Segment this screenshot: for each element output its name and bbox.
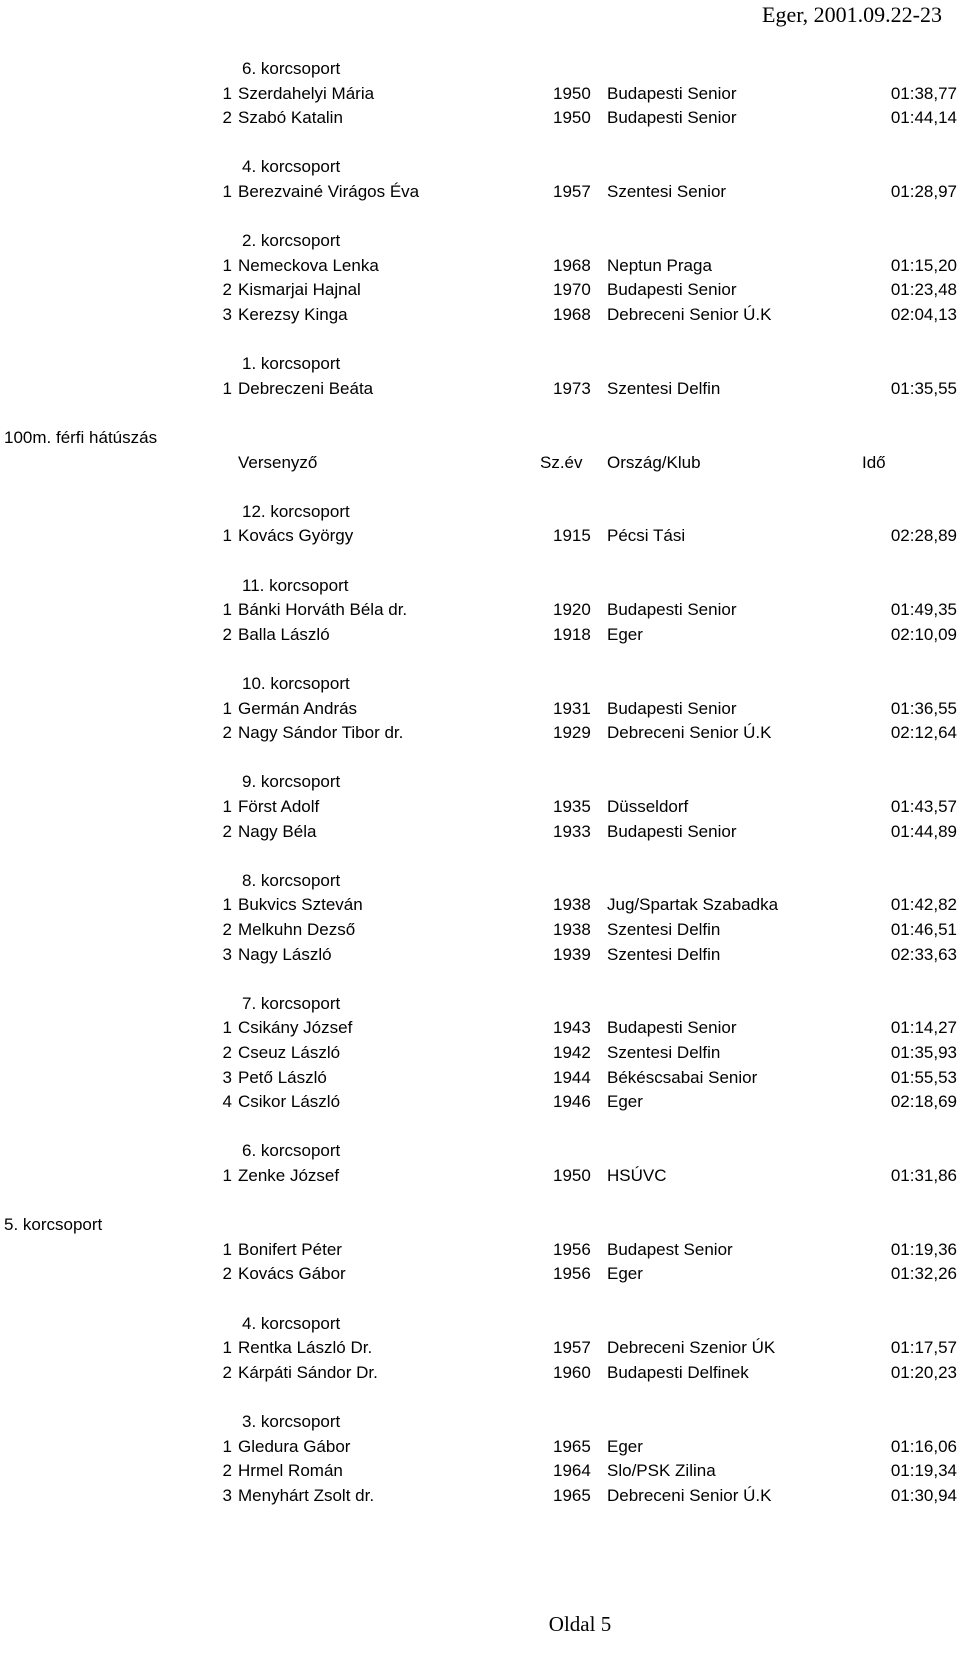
- time-cell: 01:14,27: [890, 1018, 957, 1038]
- birth-year-cell: 1931: [553, 698, 591, 718]
- birth-year-cell: 1943: [553, 1018, 591, 1038]
- time-cell: 01:15,20: [890, 255, 957, 275]
- birth-year-cell: 1960: [553, 1362, 591, 1382]
- name-cell: Menyhárt Zsolt dr.: [238, 1485, 375, 1505]
- name-cell: Berezvainé Virágos Éva: [238, 182, 420, 201]
- rank-cell: 1: [222, 378, 232, 398]
- result-row: [0, 821, 960, 843]
- rank-cell: 1: [222, 83, 232, 103]
- time-cell: 01:36,55: [890, 698, 957, 718]
- result-row: [0, 83, 960, 105]
- birth-year-cell: 1965: [553, 1485, 591, 1505]
- group-heading: 6. korcsoport: [242, 59, 341, 78]
- time-cell: 01:17,57: [890, 1338, 957, 1358]
- group-heading: 1. korcsoport: [242, 354, 341, 374]
- name-cell: Balla László: [238, 624, 330, 644]
- result-row: [0, 1263, 960, 1285]
- name-cell: Bukvics Szteván: [238, 895, 363, 915]
- name-cell: Szerdahelyi Mária: [238, 83, 375, 103]
- group-heading: 9. korcsoport: [242, 772, 341, 792]
- rank-cell: 3: [222, 1067, 232, 1087]
- rank-cell: 1: [222, 698, 232, 718]
- club-cell: Budapesti Senior: [607, 280, 737, 300]
- group-heading: 2. korcsoport: [242, 231, 341, 251]
- rank-cell: 3: [222, 305, 232, 324]
- group-heading-line: [0, 870, 960, 892]
- name-cell: Bánki Horváth Béla dr.: [238, 600, 408, 620]
- time-cell: 02:18,69: [890, 1092, 957, 1112]
- result-row: [0, 1239, 960, 1261]
- time-cell: 01:28,97: [890, 182, 957, 201]
- birth-year-cell: 1973: [553, 378, 591, 398]
- name-cell: Först Adolf: [238, 797, 320, 816]
- name-cell: Germán András: [238, 698, 358, 718]
- event-title: 100m. férfi hátúszás: [4, 428, 158, 447]
- rank-cell: 4: [222, 1092, 232, 1112]
- column-header-name: Versenyző: [238, 452, 318, 472]
- group-heading: 5. korcsoport: [4, 1215, 103, 1235]
- result-row: [0, 525, 960, 547]
- rank-cell: 1: [222, 255, 232, 275]
- result-row: [0, 1436, 960, 1458]
- group-heading-line: [0, 1411, 960, 1433]
- club-cell: Budapesti Senior: [607, 698, 737, 718]
- time-cell: 01:35,55: [890, 378, 957, 398]
- name-cell: Kerezsy Kinga: [238, 305, 348, 324]
- group-heading: 8. korcsoport: [242, 870, 341, 890]
- result-row: [0, 279, 960, 301]
- name-cell: Csikány József: [238, 1018, 353, 1038]
- club-cell: Eger: [607, 1092, 643, 1112]
- birth-year-cell: 1950: [553, 1166, 591, 1185]
- result-row: [0, 255, 960, 277]
- name-cell: Nagy László: [238, 944, 332, 964]
- group-heading: 12. korcsoport: [242, 501, 350, 521]
- time-cell: 01:38,77: [890, 83, 957, 103]
- birth-year-cell: 1935: [553, 797, 591, 816]
- group-heading-line: [0, 58, 960, 80]
- result-row: [0, 1017, 960, 1039]
- club-cell: Szentesi Delfin: [607, 944, 721, 964]
- rank-cell: 2: [222, 723, 232, 743]
- name-cell: Gledura Gábor: [238, 1436, 351, 1456]
- name-cell: Nagy Béla: [238, 821, 317, 841]
- result-row: [0, 304, 960, 326]
- result-row: [0, 698, 960, 720]
- group-heading: 6. korcsoport: [242, 1141, 341, 1161]
- club-cell: Budapesti Senior: [607, 83, 737, 103]
- club-cell: Eger: [607, 624, 643, 644]
- group-heading-line: [0, 993, 960, 1015]
- club-cell: Neptun Praga: [607, 255, 712, 275]
- rank-cell: 1: [222, 600, 232, 620]
- birth-year-cell: 1944: [553, 1067, 591, 1087]
- club-cell: Debreceni Senior Ú.K: [607, 723, 772, 743]
- result-row: [0, 599, 960, 621]
- birth-year-cell: 1915: [553, 526, 591, 546]
- result-row: [0, 722, 960, 744]
- birth-year-cell: 1918: [553, 624, 591, 644]
- result-row: [0, 1165, 960, 1187]
- group-heading-line: [0, 353, 960, 375]
- rank-cell: 3: [222, 1485, 232, 1505]
- birth-year-cell: 1929: [553, 723, 591, 743]
- birth-year-cell: 1950: [553, 108, 591, 128]
- club-cell: Budapest Senior: [607, 1239, 733, 1259]
- result-row: [0, 1067, 960, 1089]
- birth-year-cell: 1957: [553, 182, 591, 201]
- group-heading: 4. korcsoport: [242, 1313, 341, 1333]
- page-header: [0, 2, 960, 28]
- result-row: [0, 1091, 960, 1113]
- birth-year-cell: 1970: [553, 280, 591, 300]
- rank-cell: 1: [222, 1436, 232, 1456]
- group-heading: 7. korcsoport: [242, 993, 341, 1013]
- column-header-time: Idő: [862, 452, 886, 472]
- rank-cell: 2: [222, 821, 232, 841]
- rank-cell: 2: [222, 108, 232, 128]
- name-cell: Cseuz László: [238, 1043, 341, 1062]
- group-heading-line: [0, 1140, 960, 1162]
- birth-year-cell: 1968: [553, 255, 591, 275]
- group-heading: 11. korcsoport: [242, 575, 349, 595]
- time-cell: 01:44,89: [890, 821, 957, 841]
- result-row: [0, 1485, 960, 1507]
- time-cell: 01:30,94: [890, 1485, 957, 1505]
- rank-cell: 3: [222, 944, 232, 964]
- group-heading: 10. korcsoport: [242, 674, 350, 693]
- time-cell: 01:35,93: [890, 1043, 957, 1062]
- result-row: [0, 1337, 960, 1359]
- time-cell: 01:31,86: [890, 1166, 957, 1185]
- group-heading-line: [0, 156, 960, 178]
- name-cell: Zenke József: [238, 1166, 340, 1185]
- name-cell: Kismarjai Hajnal: [238, 280, 361, 300]
- result-row: [0, 181, 960, 203]
- name-cell: Csikor László: [238, 1092, 341, 1112]
- club-cell: Debreceni Senior Ú.K: [607, 1485, 772, 1505]
- club-cell: Budapesti Senior: [607, 821, 737, 841]
- name-cell: Debreczeni Beáta: [238, 378, 374, 398]
- club-cell: Szentesi Delfin: [607, 920, 721, 939]
- header-place-date: Eger, 2001.09.22-23: [762, 2, 942, 27]
- result-row: [0, 796, 960, 818]
- birth-year-cell: 1957: [553, 1338, 591, 1358]
- result-row: [0, 107, 960, 129]
- time-cell: 02:04,13: [890, 305, 957, 324]
- group-heading-line: [0, 1313, 960, 1335]
- time-cell: 01:16,06: [890, 1436, 957, 1456]
- name-cell: Kovács Gábor: [238, 1264, 346, 1284]
- name-cell: Nemeckova Lenka: [238, 255, 379, 275]
- club-cell: Budapesti Senior: [607, 600, 737, 620]
- rank-cell: 1: [222, 182, 232, 201]
- birth-year-cell: 1964: [553, 1461, 591, 1481]
- time-cell: 02:12,64: [890, 723, 957, 743]
- time-cell: 01:46,51: [890, 920, 957, 939]
- birth-year-cell: 1946: [553, 1092, 591, 1112]
- time-cell: 01:55,53: [890, 1067, 957, 1087]
- rank-cell: 1: [222, 1338, 232, 1358]
- result-row: [0, 1042, 960, 1064]
- birth-year-cell: 1933: [553, 821, 591, 841]
- time-cell: 01:23,48: [890, 280, 957, 300]
- club-cell: Düsseldorf: [607, 797, 689, 816]
- group-heading: 4. korcsoport: [242, 157, 341, 177]
- name-cell: Nagy Sándor Tibor dr.: [238, 723, 404, 743]
- name-cell: Bonifert Péter: [238, 1239, 342, 1259]
- club-cell: Szentesi Delfin: [607, 378, 721, 398]
- birth-year-cell: 1938: [553, 920, 591, 939]
- club-cell: Szentesi Senior: [607, 182, 727, 201]
- page-number: Oldal 5: [548, 1612, 612, 1636]
- name-cell: Pető László: [238, 1067, 327, 1087]
- rank-cell: 2: [222, 1461, 232, 1481]
- time-cell: 01:44,14: [890, 108, 957, 128]
- name-cell: Melkuhn Dezső: [238, 920, 356, 939]
- time-cell: 01:19,34: [890, 1461, 957, 1481]
- time-cell: 01:20,23: [890, 1362, 957, 1382]
- birth-year-cell: 1942: [553, 1043, 591, 1062]
- time-cell: 02:28,89: [890, 526, 957, 546]
- page-footer: [0, 1612, 960, 1637]
- rank-cell: 2: [222, 1264, 232, 1284]
- club-cell: Budapesti Senior: [607, 108, 737, 128]
- column-header-club: Ország/Klub: [607, 452, 701, 472]
- birth-year-cell: 1920: [553, 600, 591, 620]
- club-cell: Eger: [607, 1436, 643, 1456]
- time-cell: 02:10,09: [890, 624, 957, 644]
- column-header-row: [0, 452, 960, 474]
- group-heading-line: [0, 230, 960, 252]
- rank-cell: 1: [222, 1239, 232, 1259]
- rank-cell: 1: [222, 1018, 232, 1038]
- club-cell: Debreceni Senior Ú.K: [607, 305, 772, 324]
- club-cell: Slo/PSK Zilina: [607, 1461, 716, 1481]
- time-cell: 01:49,35: [890, 600, 957, 620]
- birth-year-cell: 1938: [553, 895, 591, 915]
- result-row: [0, 624, 960, 646]
- birth-year-cell: 1956: [553, 1264, 591, 1284]
- group-heading: 3. korcsoport: [242, 1412, 341, 1431]
- result-row: [0, 919, 960, 941]
- time-cell: 01:19,36: [890, 1239, 957, 1259]
- result-row: [0, 894, 960, 916]
- rank-cell: 1: [222, 895, 232, 915]
- club-cell: Pécsi Tási: [607, 526, 686, 546]
- rank-cell: 1: [222, 797, 232, 816]
- birth-year-cell: 1968: [553, 305, 591, 324]
- group-heading-line: [0, 673, 960, 695]
- result-row: [0, 378, 960, 400]
- column-header-year: Sz.év: [540, 452, 583, 472]
- club-cell: Jug/Spartak Szabadka: [607, 895, 779, 915]
- group-heading-line: [0, 575, 960, 597]
- name-cell: Kovács György: [238, 526, 354, 546]
- time-cell: 01:43,57: [890, 797, 957, 816]
- name-cell: Hrmel Román: [238, 1461, 343, 1481]
- club-cell: HSÚVC: [607, 1166, 667, 1185]
- time-cell: 01:32,26: [890, 1264, 957, 1284]
- rank-cell: 2: [222, 920, 232, 939]
- name-cell: Rentka László Dr.: [238, 1338, 373, 1358]
- rank-cell: 1: [222, 1166, 232, 1185]
- birth-year-cell: 1939: [553, 944, 591, 964]
- rank-cell: 2: [222, 1043, 232, 1062]
- time-cell: 01:42,82: [890, 895, 957, 915]
- club-cell: Eger: [607, 1264, 643, 1284]
- result-row: [0, 1362, 960, 1384]
- club-cell: Szentesi Delfin: [607, 1043, 721, 1062]
- club-cell: Budapesti Senior: [607, 1018, 737, 1038]
- event-title-line: [0, 427, 960, 449]
- birth-year-cell: 1950: [553, 83, 591, 103]
- group-heading-line: [0, 501, 960, 523]
- rank-cell: 2: [222, 280, 232, 300]
- rank-cell: 2: [222, 1362, 232, 1382]
- club-cell: Békéscsabai Senior: [607, 1067, 758, 1087]
- rank-cell: 2: [222, 624, 232, 644]
- name-cell: Kárpáti Sándor Dr.: [238, 1362, 378, 1382]
- group-heading-line: [0, 1214, 960, 1236]
- result-row: [0, 944, 960, 966]
- time-cell: 02:33,63: [890, 944, 957, 964]
- club-cell: Budapesti Delfinek: [607, 1362, 749, 1382]
- name-cell: Szabó Katalin: [238, 108, 343, 128]
- birth-year-cell: 1965: [553, 1436, 591, 1456]
- rank-cell: 1: [222, 526, 232, 546]
- result-row: [0, 1460, 960, 1482]
- group-heading-line: [0, 771, 960, 793]
- birth-year-cell: 1956: [553, 1239, 591, 1259]
- club-cell: Debreceni Szenior ÚK: [607, 1338, 776, 1358]
